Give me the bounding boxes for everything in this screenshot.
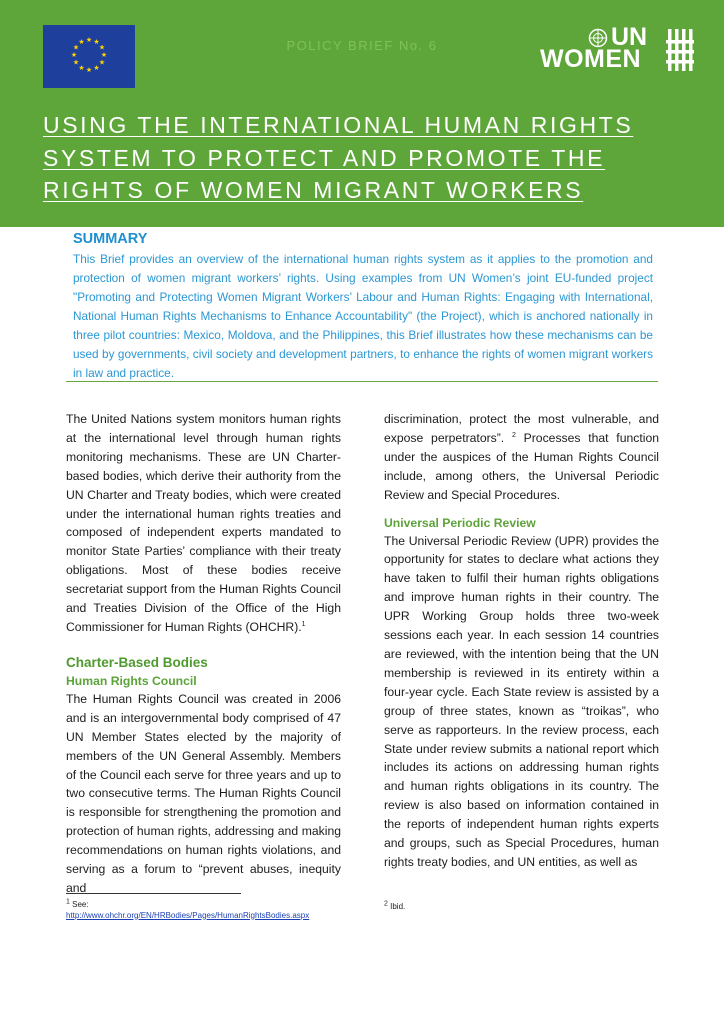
- title-line: RIGHTS OF WOMEN MIGRANT WORKERS: [43, 177, 584, 203]
- eu-flag-icon: [43, 25, 135, 88]
- logo-un-text: UN: [611, 23, 648, 51]
- subheading-universal-periodic-review: Universal Periodic Review: [384, 515, 536, 530]
- left-column: [66, 410, 341, 898]
- summary-heading: SUMMARY: [73, 231, 148, 247]
- svg-text:★: ★: [72, 43, 80, 52]
- subheading-human-rights-council: Human Rights Council: [66, 673, 197, 688]
- intro-text: The United Nations system monitors human rights at the international level through human rights monitoring mechanisms. These are UN Charter-based bodies, which derive their authority from the UN Charter and Treaty bodies, which were created under the international human rights treaties and composed of independent experts mandated to monitor State Parties’ compliance with their treaty obligations. Most of these bodies receive secretariat support from the Human Rights Council and Treaties Division of the Office of the High Commissioner for Human Rights (OHCHR).: [66, 412, 341, 634]
- footnote-1: [66, 900, 346, 921]
- continuation-text: discrimination, protect the most vulnerable, and expose perpetrators”.: [384, 412, 659, 445]
- footnote-2: [384, 902, 584, 913]
- svg-text:★: ★: [98, 58, 106, 67]
- footnote-text: Ibid.: [387, 902, 406, 911]
- hrc-paragraph: The Human Rights Council was created in 2006 and is an intergovernmental body comprised of 47 UN Member States elected by the majority of members of the UN General Assembly. Members of the Council each serve for three years and up to two consecutive terms. The Human Rights Council is responsible for strengthening the promotion and protection of human rights, addressing and making recommendations on human rights violations, and serving as a forum to “prevent abuses, inequity and: [66, 691, 341, 895]
- document-title: [43, 109, 693, 207]
- svg-text:★: ★: [72, 58, 80, 67]
- footnote-divider: [66, 893, 241, 894]
- footnote-number: 2: [384, 900, 388, 908]
- title-line: USING THE INTERNATIONAL HUMAN RIGHTS: [43, 112, 634, 138]
- footnote-ref-1[interactable]: 1: [301, 620, 306, 628]
- policy-brief-number: POLICY BRIEF No. 6: [286, 38, 438, 53]
- upr-paragraph: The Universal Periodic Review (UPR) provides the opportunity for states to declare what actions they have taken to fulfil their human rights obligations and improve human rights in their country. The UPR Working Group holds three two-week sessions each year. In each session 14 countries are reviewed, with the intention being that the UN membership is reviewed in its entirety within a four-year cycle. Each State review is assisted by a group of three states, known as “troikas”, who serve as rapporteurs. In the review process, each State under review submits a national report which includes its actions on addressing human rights and human rights obligations in its country. The review is also based on information contained in the reports of independent human rights experts and groups, such as Special Procedures, human rights treaty bodies, and UN entities, as well as: [384, 533, 659, 869]
- svg-text:★: ★: [70, 51, 78, 59]
- svg-text:★: ★: [78, 64, 85, 72]
- svg-text:★: ★: [98, 43, 106, 52]
- summary-box: [66, 231, 658, 382]
- ohchr-link[interactable]: http://www.ohchr.org/EN/HRBodies/Pages/HumanRightsBodies.aspx: [66, 910, 310, 920]
- continuation-rest: Processes that function under the auspices of the Human Rights Council include, among others, the Universal Periodic Review and Special Procedures.: [384, 430, 659, 502]
- logo-women-text: WOMEN: [540, 45, 642, 73]
- continuation-paragraph: [384, 410, 659, 505]
- footnote-ref-2[interactable]: 2: [511, 431, 516, 439]
- footnote-number: 1: [66, 898, 70, 906]
- equality-mark-icon: [666, 26, 694, 74]
- title-line: SYSTEM TO PROTECT AND PROMOTE THE: [43, 144, 606, 171]
- svg-text:★: ★: [93, 38, 100, 46]
- svg-text:★: ★: [100, 51, 108, 59]
- svg-text:★: ★: [93, 64, 100, 72]
- svg-text:★: ★: [85, 66, 93, 74]
- footnote-label: See:: [69, 900, 89, 909]
- un-women-logo: [540, 23, 700, 76]
- right-column: [384, 410, 659, 872]
- intro-paragraph: [66, 410, 341, 637]
- section-heading-charter-based-bodies: Charter-Based Bodies: [66, 654, 208, 670]
- summary-text: This Brief provides an overview of the international human rights system as it applies to the promotion and protection of women migrant workers’ rights. Using examples from UN Women’s joint EU-funded project "Promoting and Protecting Women Migrant Workers’ Labour and Human Rights: Engaging with International, National Human Rights Mechanisms to Enhance Accountability" (the Project), which is anchored nationally in three pilot countries: Mexico, Moldova, and the Philippines, this Brief illustrates how these mechanisms can be used by governments, civil society and development partners, to enhance the rights of women migrant workers in law and practice.: [73, 252, 653, 380]
- header-banner: [0, 0, 724, 227]
- svg-text:★: ★: [78, 38, 85, 46]
- svg-text:★: ★: [85, 36, 93, 44]
